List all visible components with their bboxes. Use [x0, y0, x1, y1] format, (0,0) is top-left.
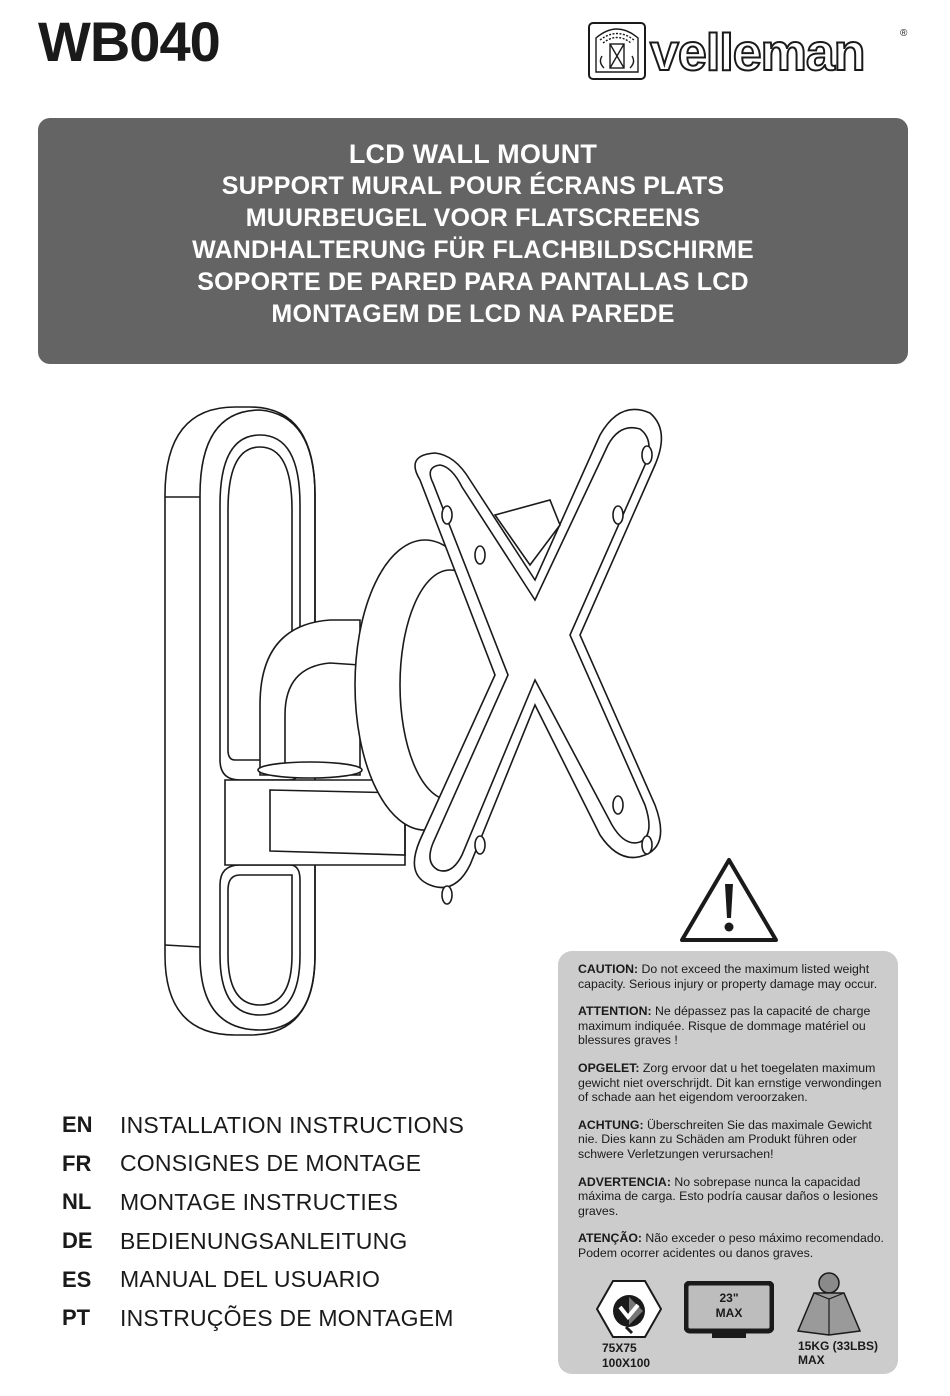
warning-notice-fr: [578, 1004, 884, 1048]
velleman-logo: [588, 22, 912, 80]
language-row-es: [62, 1260, 464, 1299]
spec-icons: [558, 1271, 898, 1371]
warning-notice-de: [578, 1118, 884, 1162]
vesa-compliant-icon: [596, 1279, 662, 1339]
banner-title-nl: MUURBEUGEL VOOR FLATSCREENS: [245, 204, 701, 232]
language-code: ES: [62, 1266, 92, 1292]
language-code: PT: [62, 1305, 91, 1331]
language-row-en: [62, 1106, 464, 1145]
language-code: DE: [62, 1228, 93, 1254]
banner-title-en: LCD WALL MOUNT: [348, 139, 598, 169]
language-title: BEDIENUNGSANLEITUNG: [120, 1227, 408, 1254]
language-list: [62, 1106, 464, 1338]
warning-notice-pt: [578, 1231, 884, 1260]
model-number: WB040: [38, 10, 220, 73]
language-row-nl: [62, 1183, 464, 1222]
svg-text:®: ®: [900, 28, 908, 39]
language-title: MONTAGE INSTRUCTIES: [120, 1188, 399, 1215]
warning-notice-nl: [578, 1061, 884, 1105]
notice-label: ACHTUNG:: [578, 1117, 644, 1132]
language-code: NL: [62, 1189, 92, 1215]
language-row-de: [62, 1222, 464, 1261]
title-banner: [38, 118, 908, 364]
warning-panel: [558, 951, 898, 1374]
language-title: CONSIGNES DE MONTAGE: [120, 1150, 422, 1177]
language-code: FR: [62, 1150, 92, 1176]
notice-label: ATENÇÃO:: [578, 1231, 642, 1246]
notice-text: Zorg ervoor dat u het toegelaten maximum gewicht niet overschrijdt. Dit kan ernstige verwondingen of schade aan het eigendom veroorzaken.: [578, 1060, 882, 1105]
notice-text: Não exceder o peso máximo recomendado. Podem ocorrer acidentes ou danos graves.: [578, 1231, 884, 1260]
language-row-pt: [62, 1299, 464, 1338]
vesa-size-75: 75X75: [602, 1341, 637, 1355]
vesa-size-100: 100X100: [602, 1356, 651, 1370]
screen-size-max: MAX: [715, 1306, 743, 1320]
svg-text:velleman: velleman: [650, 24, 865, 80]
language-code: EN: [62, 1112, 93, 1138]
warning-notice-en: [578, 962, 884, 991]
max-weight: [798, 1339, 878, 1367]
weight-value: 15KG (33LBS): [798, 1339, 879, 1353]
language-title: MANUAL DEL USUARIO: [120, 1266, 381, 1293]
language-title: INSTALLATION INSTRUCTIONS: [120, 1111, 465, 1138]
banner-title-pt: MONTAGEM DE LCD NA PAREDE: [271, 300, 675, 328]
notice-label: CAUTION:: [578, 962, 639, 976]
notice-text: No sobrepase nunca la capacidad máxima de carga. Esto podría causar daños o lesiones graves.: [578, 1174, 879, 1218]
screen-size-value: 23": [719, 1291, 739, 1305]
banner-title-de: WANDHALTERUNG FÜR FLACHBILDSCHIRME: [192, 236, 754, 264]
notice-text: Do not exceed the maximum listed weight capacity. Serious injury or property damage may occur.: [578, 962, 878, 991]
notice-text: Überschreiten Sie das maximale Gewicht nie. Dies kann zu Schäden am Produkt führen oder schwere Verletzungen verursachen!: [578, 1117, 872, 1161]
weight-max: MAX: [798, 1353, 825, 1367]
notice-text: Ne dépassez pas la capacité de charge maximum indiquée. Risque de dommage matériel ou blessures graves !: [578, 1004, 871, 1048]
language-row-fr: [62, 1145, 464, 1184]
max-screen-size: [684, 1291, 774, 1321]
notice-label: OPGELET:: [578, 1060, 640, 1075]
weight-icon: [794, 1271, 864, 1337]
vesa-sizes: [602, 1341, 650, 1371]
banner-title-fr: SUPPORT MURAL POUR ÉCRANS PLATS: [221, 172, 725, 200]
language-title: INSTRUÇÕES DE MONTAGEM: [120, 1304, 454, 1331]
notice-label: ATTENTION:: [578, 1004, 652, 1019]
banner-title-es: SOPORTE DE PARED PARA PANTALLAS LCD: [197, 268, 749, 296]
warning-triangle-icon: [678, 856, 780, 944]
notice-label: ADVERTENCIA:: [578, 1174, 671, 1189]
warning-notice-es: [578, 1175, 884, 1219]
wall-mount-bracket-drawing: [150, 395, 690, 1045]
